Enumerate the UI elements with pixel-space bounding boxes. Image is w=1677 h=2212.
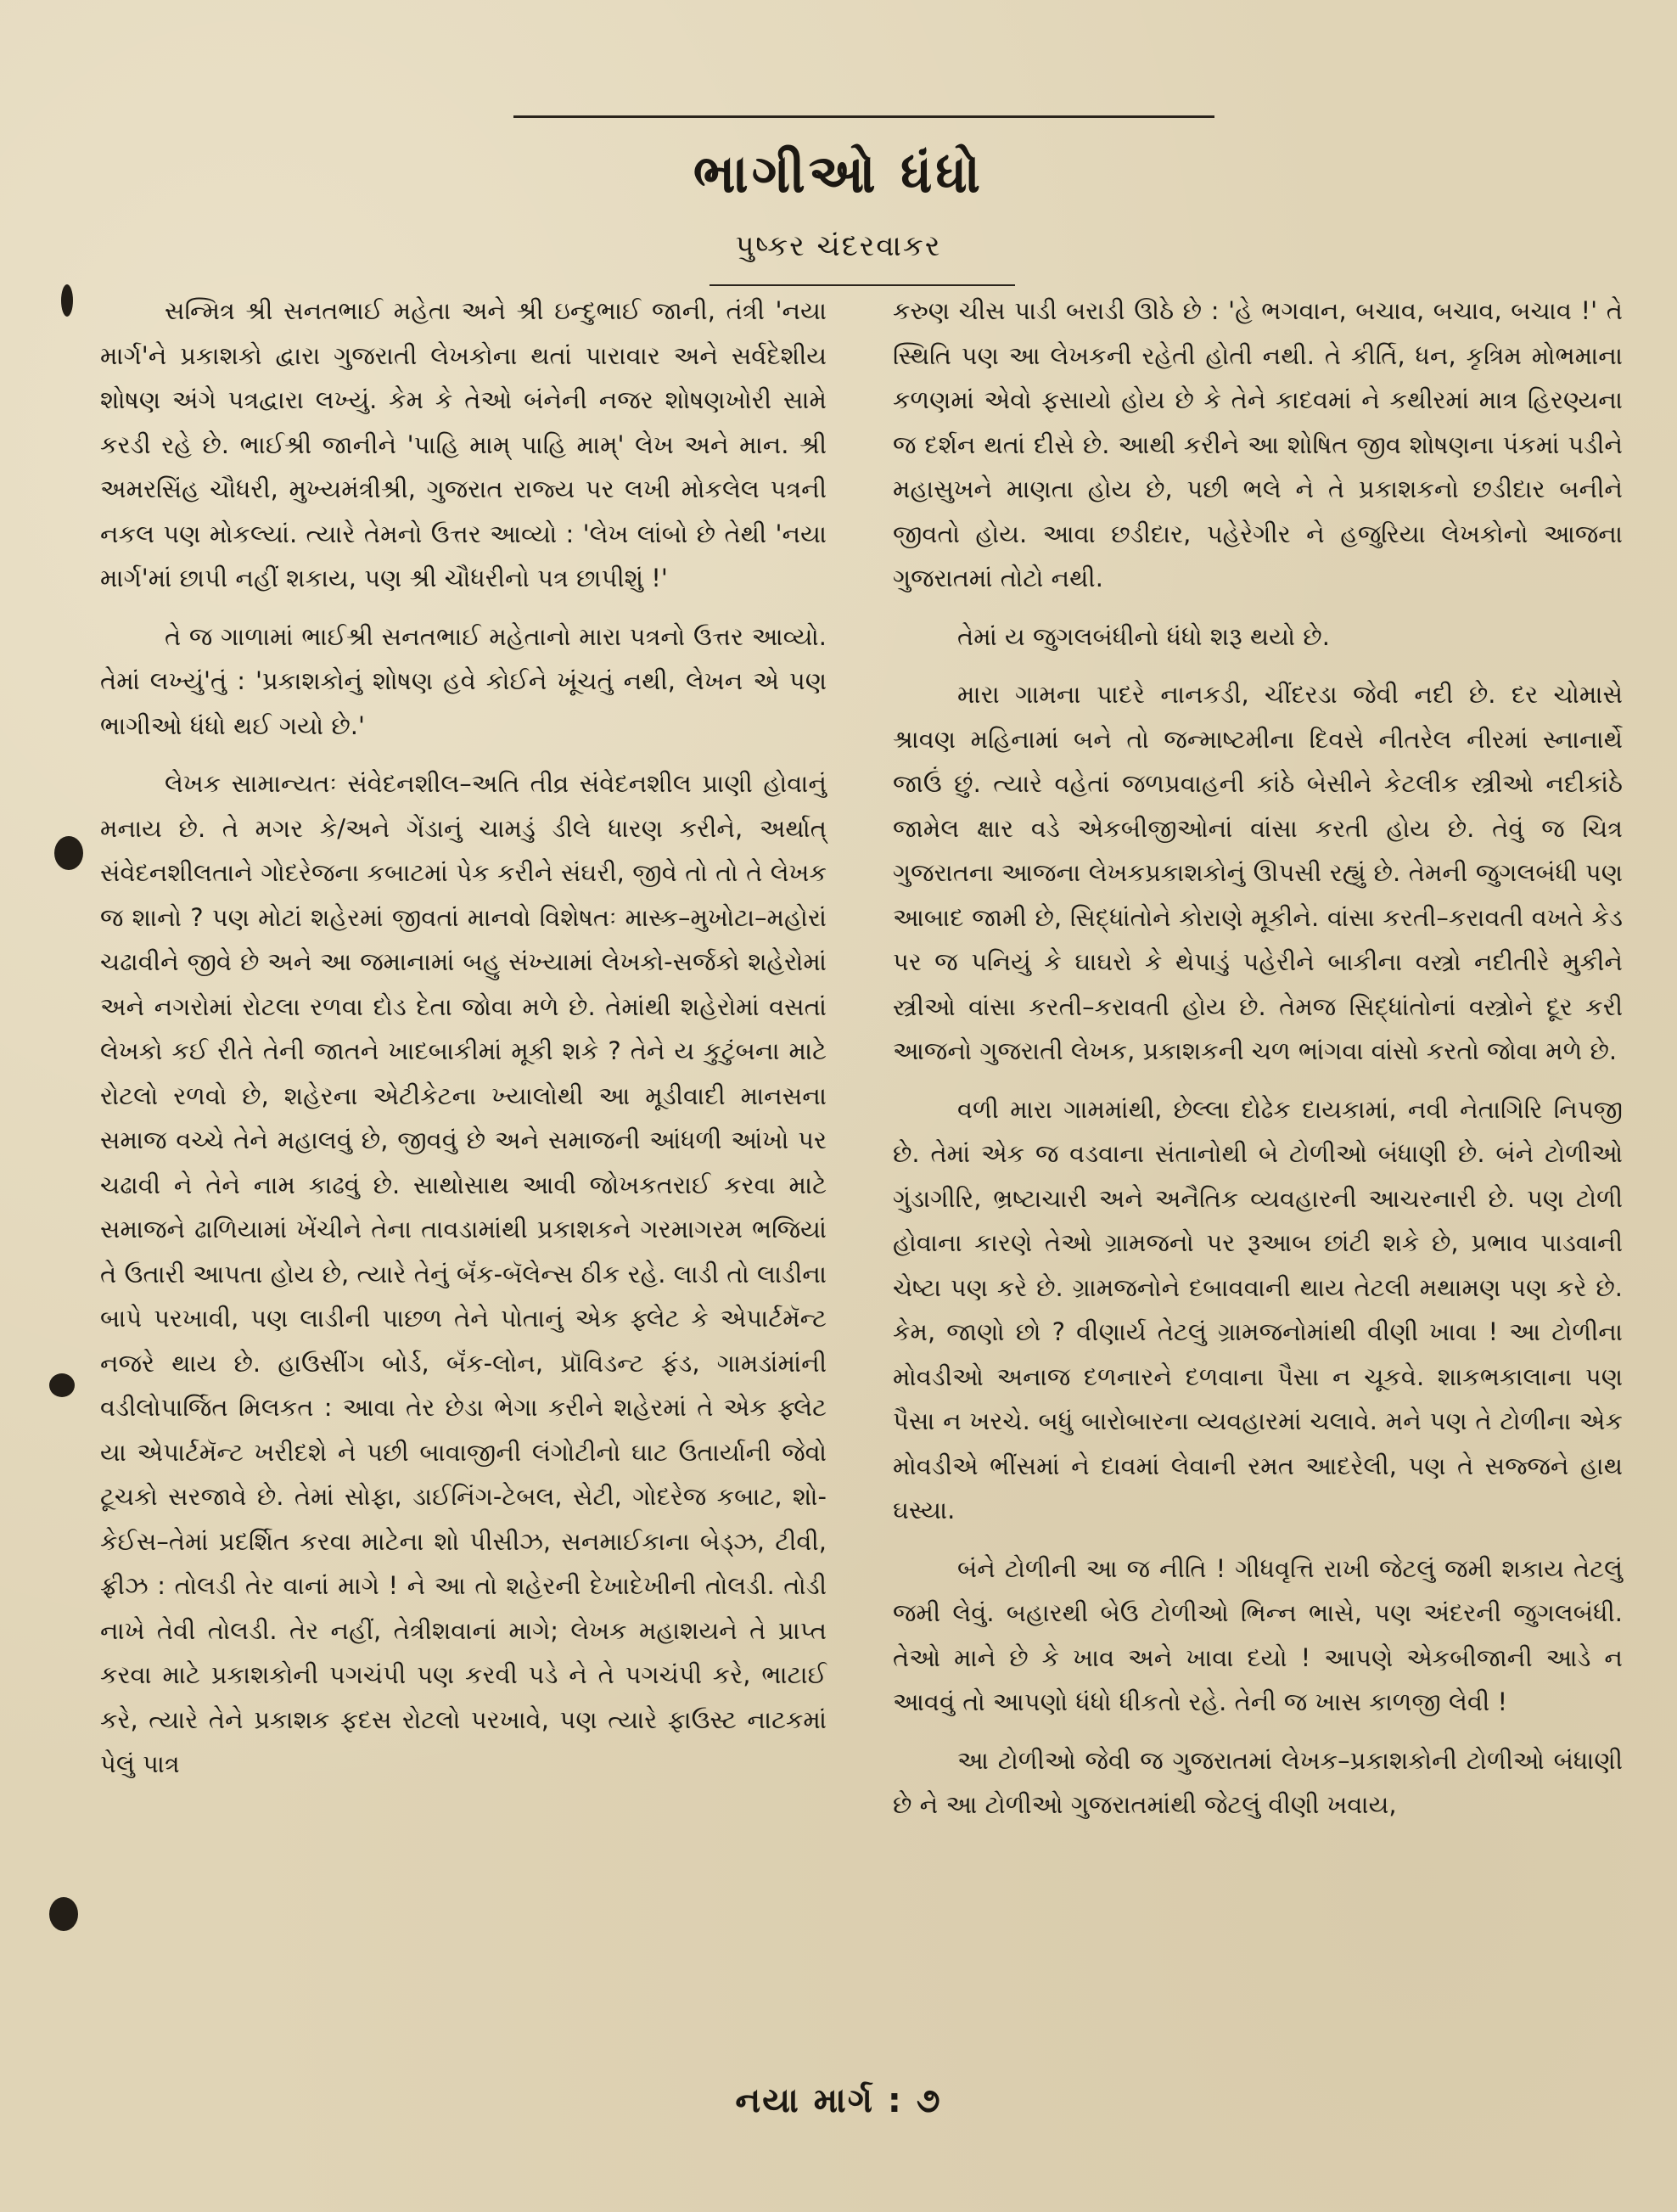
article-title: ભાગીઓ ધંધો [693, 143, 984, 205]
page-footer: નયા માર્ગ : ૭ [735, 2081, 942, 2120]
article-author: પુષ્કર ચંદરવાકર [735, 229, 942, 263]
paragraph: તે જ ગાળામાં ભાઈશ્રી સનતભાઈ મહેતાનો મારા પત્રનો ઉત્તર આવ્યો. તેમાં લખ્યું'તું : 'પ્રકાશકોનું શોષણ હવે કોઈને ખૂંચતું નથી, લેખન એ પણ ભાગીઓ ધંધો થઈ ગયો છે.' [100, 621, 827, 740]
paragraph: કરુણ ચીસ પાડી બરાડી ઊઠે છે : 'હે ભગવાન, બચાવ, બચાવ, બચાવ !' તે સ્થિતિ પણ આ લેખકની રહેતી હોતી નથી. તે કીર્તિ, ધન, કૃત્રિમ મોભમાના કળણમાં એવો ફસાયો હોય છે કે તેને કાદવમાં ને કથીરમાં માત્ર હિરણ્યના જ દર્શન થતાં દીસે છે. આથી કરીને આ શોષિત જીવ શોષણના પંકમાં પડીને મહાસુખને માણતા હોય છે, પછી ભલે ને તે પ્રકાશકનો છડીદાર બનીને જીવતો હોય. આવા છડીદાર, પહેરેગીર ને હજુરિયા લેખકોનો આજના ગુજરાતમાં તોટો નથી. [893, 296, 1623, 592]
ink-blot [61, 284, 73, 317]
paragraph: તેમાં ય જુગલબંધીનો ધંધો શરૂ થયો છે. [957, 621, 1330, 651]
paragraph: બંને ટોળીની આ જ નીતિ ! ગીધવૃત્તિ રાખી જેટલું જમી શકાય તેટલું જમી લેવું. બહારથી બેઉ ટોળીઓ ભિન્ન ભાસે, પણ અંદરની જુગલબંધી. તેઓ માને છે કે ખાવ અને ખાવા દયો ! આપણે એકબીજાની આડે ન આવવું તો આપણો ધંધો ધીકતો રહે. તેની જ ખાસ કાળજી લેવી ! [893, 1553, 1623, 1716]
paragraph: લેખક સામાન્યતઃ સંવેદનશીલ–અતિ તીવ્ર સંવેદનશીલ પ્રાણી હોવાનું મનાય છે. તે મગર કે/અને ગેંડાનું ચામડું ડીલે ધારણ કરીને, અર્થાત્ સંવેદનશીલતાને ગોદરેજના કબાટમાં પેક કરીને સંઘરી, જીવે તો તો તે લેખક જ શાનો ? પણ મોટાં શહેરમાં જીવતાં માનવો વિશેષતઃ માસ્ક–મુખોટા–મહોરાં ચઢાવીને જીવે છે અને આ જમાનામાં બહુ સંખ્યામાં લેખકો-સર્જકો શહેરોમાં અને નગરોમાં રોટલા રળવા દોડ દેતા જોવા મળે છે. તેમાંથી શહેરોમાં વસતાં લેખકો કઈ રીતે તેની જાતને ખાદબાકીમાં મૂકી શકે ? તેને ય કુટુંબના માટે રોટલો રળવો છે, શહેરના એટીકેટના ખ્યાલોથી આ મૂડીવાદી માનસના સમાજ વચ્ચે તેને મહાલવું છે, જીવવું છે અને સમાજની આંધળી આંખો પર ચઢાવી ને તેને નામ કાઢવું છે. સાથોસાથ આવી જોખકતરાઈ કરવા માટે સમાજને ઢાળિયામાં ખેંચીને તેના તાવડામાંથી પ્રકાશકને ગરમાગરમ ભજિયાં તે ઉતારી આપતા હોય છે, ત્યારે તેનું બૅંક-બૅલેન્સ ઠીક રહે. લાડી તો લાડીના બાપે પરખાવી, પણ લાડીની પાછળ તેને પોતાનું એક ફ્લેટ કે એપાર્ટમૅન્ટ નજરે થાય છે. હાઉસીંગ બોર્ડ, બૅંક-લોન, પ્રૉવિડન્ટ ફંડ, ગામડાંમાંની વડીલોપાર્જિત મિલકત : આવા તેર છેડા ભેગા કરીને શહેરમાં તે એક ફ્લેટ યા એપાર્ટમૅન્ટ ખરીદશે ને પછી બાવાજીની લંગોટીનો ઘાટ ઉતાર્યાની જેવો ટૂચકો સરજાવે છે. તેમાં સોફા, ડાઈનિંગ-ટેબલ, સેટી, ગોદરેજ કબાટ, શો-કેઈસ–તેમાં પ્રદર્શિત કરવા માટેના શો પીસીઝ, સનમાઈકાના બેડ્ઝ, ટીવી, ફ્રીઝ : તોલડી તેર વાનાં માગે ! ને આ તો શહેરની દેખાદેખીની તોલડી. તોડી નાખે તેવી તોલડી. તેર નહીં, તેત્રીશવાનાં માગે; લેખક મહાશયને તે પ્રાપ્ત કરવા માટે પ્રકાશકોની પગચંપી પણ કરવી પડે ને તે પગચંપી કરે, ભાટાઈ કરે, ત્યારે તેને પ્રકાશક ફદસ રોટલો પરખાવે, પણ ત્યારે ફાઉસ્ટ નાટકમાં પેલું પાત્ર [100, 769, 827, 1778]
ink-blot [49, 1373, 75, 1397]
right-column [893, 289, 1623, 1841]
paragraph: વળી મારા ગામમાંથી, છેલ્લા દોઢેક દાયકામાં, નવી નેતાગિરિ નિપજી છે. તેમાં એક જ વડવાના સંતાનોથી બે ટોળીઓ બંધાણી છે. બંને ટોળીઓ ગુંડાગીરિ, ભ્રષ્ટાચારી અને અનૈતિક વ્યવહારની આચરનારી છે. પણ ટોળી હોવાના કારણે તેઓ ગ્રામજનો પર રૂઆબ છાંટી શકે છે, પ્રભાવ પાડવાની ચેષ્ટા પણ કરે છે. ગ્રામજનોને દબાવવાની થાય તેટલી મથામણ પણ કરે છે. કેમ, જાણો છો ? વીણાર્ય તેટલું ગ્રામજનોમાંથી વીણી ખાવા ! આ ટોળીના મોવડીઓ અનાજ દળનારને દળવાના પૈસા ન ચૂકવે. શાકભકાલાના પણ પૈસા ન ખરચે. બધું બારોબારના વ્યવહારમાં ચલાવે. મને પણ તે ટોળીના એક મોવડીએ ભીંસમાં ને દાવમાં લેવાની રમત આદરેલી, પણ તે સજ્જને હાથ ઘસ્યા. [893, 1094, 1623, 1524]
left-column [100, 289, 827, 1800]
paragraph: આ ટોળીઓ જેવી જ ગુજરાતમાં લેખક–પ્રકાશકોની ટોળીઓ બંધાણી છે ને આ ટોળીઓ ગુજરાતમાંથી જેટલું વીણી ખવાય, [893, 1745, 1623, 1819]
ink-blot [49, 1897, 78, 1931]
paragraph: મારા ગામના પાદરે નાનકડી, ચીંદરડા જેવી નદી છે. દર ચોમાસે શ્રાવણ મહિનામાં બને તો જન્માષ્ટમીના દિવસે નીતરેલ નીરમાં સ્નાનાર્થે જાઉં છું. ત્યારે વહેતાં જળપ્રવાહની કાંઠે બેસીને કેટલીક સ્ત્રીઓ નદીકાંઠે જામેલ ક્ષાર વડે એકબીજીઓનાં વાંસા કરતી હોય છે. તેવું જ ચિત્ર ગુજરાતના આજના લેખકપ્રકાશકોનું ઊપસી રહ્યું છે. તેમની જુગલબંધી પણ આબાદ જામી છે, સિદ્ધાંતોને કોરાણે મૂકીને. વાંસા કરતી–કરાવતી વખતે કેડ પર જ પનિયું કે ઘાઘરો કે થેપાડું પહેરીને બાકીના વસ્ત્રો નદીતીરે મુકીને સ્ત્રીઓ વાંસા કરતી–કરાવતી હોય છે. તેમજ સિદ્ધાંતોનાં વસ્ત્રોને દૂર કરી આજનો ગુજરાતી લેખક, પ્રકાશકની ચળ ભાંગવા વાંસો કરતો જોવા મળે છે. [893, 680, 1623, 1065]
author-rule [710, 284, 1015, 286]
ink-blot [54, 836, 83, 870]
title-rule [513, 115, 1214, 118]
paragraph: સન્મિત્ર શ્રી સનતભાઈ મહેતા અને શ્રી ઇન્દુભાઈ જાની, તંત્રી 'નયા માર્ગ'ને પ્રકાશકો દ્વારા ગુજરાતી લેખકોના થતાં પારાવાર અને સર્વદેશીય શોષણ અંગે પત્રદ્વારા લખ્યું. કેમ કે તેઓ બંનેની નજર શોષણખોરી સામે કરડી રહે છે. ભાઈશ્રી જાનીને 'પાહિ મામ્ પાહિ મામ્' લેખ અને માન. શ્રી અમરસિંહ ચૌધરી, મુખ્યમંત્રીશ્રી, ગુજરાત રાજ્ય પર લખી મોકલેલ પત્રની નકલ પણ મોકલ્યાં. ત્યારે તેમનો ઉત્તર આવ્યો : 'લેખ લાંબો છે તેથી 'નયા માર્ગ'માં છાપી નહીં શકાય, પણ શ્રી ચૌધરીનો પત્ર છાપીશું !' [100, 296, 827, 592]
